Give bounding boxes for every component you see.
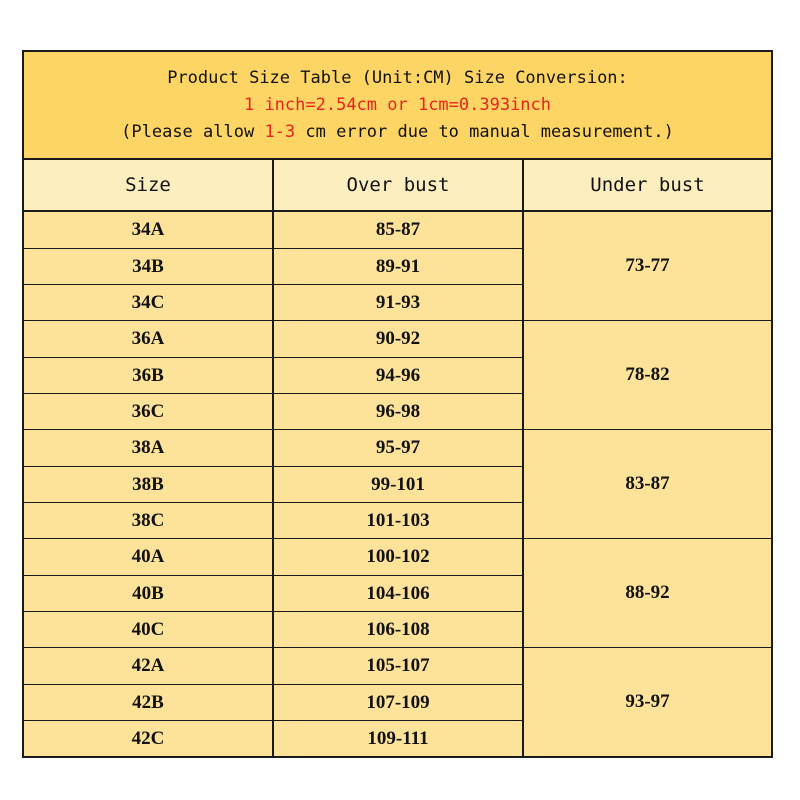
table-row [24, 575, 524, 611]
size-cell: 40A [24, 539, 274, 575]
table-row [24, 248, 524, 284]
under-bust-cell: 73-77 [524, 212, 771, 320]
size-cell: 38C [24, 503, 274, 538]
over-bust-cell: 101-103 [274, 503, 524, 538]
size-cell: 42C [24, 721, 274, 756]
column-headers [24, 160, 771, 212]
under-bust-cell: 88-92 [524, 539, 771, 647]
over-bust-cell: 105-107 [274, 648, 524, 684]
size-cell: 36A [24, 321, 274, 357]
table-row [24, 321, 524, 357]
size-group-rows [24, 212, 524, 320]
table-row [24, 720, 524, 756]
size-cell: 38A [24, 430, 274, 466]
size-group-rows [24, 648, 524, 756]
over-bust-cell: 89-91 [274, 249, 524, 284]
over-bust-cell: 100-102 [274, 539, 524, 575]
size-group [24, 539, 771, 648]
size-group-rows [24, 430, 524, 538]
table-row [24, 393, 524, 429]
size-group [24, 212, 771, 321]
table-row [24, 502, 524, 538]
over-bust-cell: 95-97 [274, 430, 524, 466]
column-header-under-bust: Under bust [590, 174, 705, 196]
over-bust-cell: 90-92 [274, 321, 524, 357]
over-bust-cell: 107-109 [274, 685, 524, 720]
size-cell: 42A [24, 648, 274, 684]
size-group [24, 321, 771, 430]
column-header-over-bust: Over bust [274, 160, 524, 210]
size-table [22, 50, 773, 758]
size-cell: 34B [24, 249, 274, 284]
size-cell: 42B [24, 685, 274, 720]
under-bust-cell: 78-82 [524, 321, 771, 429]
column-header-size: Size [24, 160, 274, 210]
table-row [24, 466, 524, 502]
size-group-rows [24, 539, 524, 647]
under-bust-cell: 83-87 [524, 430, 771, 538]
table-header [24, 52, 771, 160]
table-body [24, 212, 771, 756]
table-row [24, 539, 524, 575]
header-conversion: 1 inch=2.54cm or 1cm=0.393inch [243, 94, 552, 115]
table-row [24, 684, 524, 720]
header-title: Product Size Table (Unit:CM) Size Conversion: [167, 67, 628, 88]
table-row [24, 430, 524, 466]
table-row [24, 212, 524, 248]
over-bust-cell: 106-108 [274, 612, 524, 647]
over-bust-cell: 109-111 [274, 721, 524, 756]
size-cell: 36C [24, 394, 274, 429]
over-bust-cell: 91-93 [274, 285, 524, 320]
size-group [24, 430, 771, 539]
table-row [24, 648, 524, 684]
over-bust-cell: 104-106 [274, 576, 524, 611]
table-row [24, 611, 524, 647]
size-cell: 34C [24, 285, 274, 320]
over-bust-cell: 96-98 [274, 394, 524, 429]
table-row [24, 357, 524, 393]
over-bust-cell: 85-87 [274, 212, 524, 248]
size-group [24, 648, 771, 756]
size-cell: 40C [24, 612, 274, 647]
under-bust-cell: 93-97 [524, 648, 771, 756]
size-cell: 34A [24, 212, 274, 248]
size-cell: 40B [24, 576, 274, 611]
table-row [24, 284, 524, 320]
size-group-rows [24, 321, 524, 429]
over-bust-cell: 99-101 [274, 467, 524, 502]
header-note: (Please allow 1-3 cm error due to manual measurement.) [121, 121, 674, 142]
size-cell: 36B [24, 358, 274, 393]
size-cell: 38B [24, 467, 274, 502]
over-bust-cell: 94-96 [274, 358, 524, 393]
